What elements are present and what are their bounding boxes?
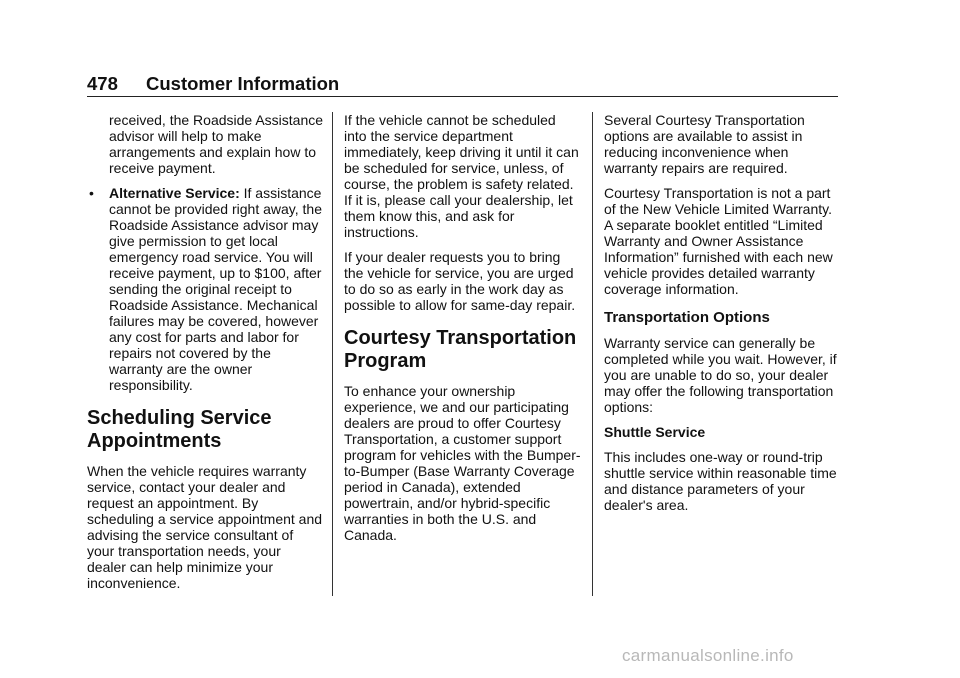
paragraph-not-scheduled: If the vehicle cannot be scheduled into the service department immediately, keep driving it until it can be scheduled for service, unless, of course, the problem is safety related. If it is, please call your dealership, let them know this, and ask for instructions.: [344, 112, 579, 240]
bullet-text: If assistance cannot be provided right away, the Roadside Assistance advisor may give permission to get local emergency road service. You will receive payment, up to $100, after sending the original receipt to Roadside Assistance. Mechanical failures may be covered, however any cost for parts and labor for repairs not covered by the warranty are the owner responsibility.: [109, 185, 322, 393]
paragraph-options-available: Several Courtesy Transportation options are available to assist in reducing inconvenience when warranty repairs are required.: [604, 112, 805, 176]
column-3: [604, 112, 840, 522]
column-divider: [592, 112, 593, 596]
paragraph-scheduling: When the vehicle requires warranty service, contact your dealer and request an appointment. By scheduling a service appointment and advising the service consultant of your transportation needs, your dealer can help minimize your inconvenience.: [87, 463, 323, 591]
watermark: carmanualsonline.info: [622, 646, 794, 665]
subheading-shuttle-service: Shuttle Service: [604, 424, 706, 440]
paragraph-not-part-of-warranty: Courtesy Transportation is not a part of the New Vehicle Limited Warranty. A separate booklet entitled “Limited Warranty and Owner Assistance Information” furnished with each new vehicle provides detailed warranty coverage information.: [604, 185, 833, 297]
bullet-lead: Alternative Service:: [109, 185, 240, 201]
page-header: [87, 70, 838, 97]
running-title: Customer Information: [146, 73, 340, 94]
continued-paragraph: received, the Roadside Assistance advisor will help to make arrangements and explain how to receive payment.: [109, 112, 324, 176]
column-1: [87, 112, 323, 600]
section-heading-scheduling: Scheduling Service Appointments: [87, 407, 272, 452]
paragraph-transportation-options: Warranty service can generally be completed while you wait. However, if you are unable to do so, your dealer may offer the following transportation options:: [604, 335, 837, 415]
column-2: [344, 112, 582, 552]
bullet-icon: •: [89, 185, 94, 201]
page-number: 478: [87, 73, 118, 94]
column-divider: [332, 112, 333, 596]
paragraph-courtesy-program: To enhance your ownership experience, we and our participating dealers are proud to offer Courtesy Transportation, a customer support program for vehicles with the Bumper-to-Bumper (Base Warranty Coverage period in Canada), extended powertrain, and/or hybrid-specific warranties in both the U.S. and Canada.: [344, 383, 581, 543]
paragraph-shuttle-service: This includes one-way or round-trip shuttle service within reasonable time and distance parameters of your dealer's area.: [604, 449, 837, 513]
list-item-alternative-service: [87, 185, 323, 393]
paragraph-dealer-requests: If your dealer requests you to bring the vehicle for service, you are urged to do so as early in the work day as possible to allow for same-day repair.: [344, 249, 576, 313]
section-heading-courtesy-transportation: Courtesy Transportation Program: [344, 327, 577, 372]
subheading-transportation-options: Transportation Options: [604, 309, 770, 326]
